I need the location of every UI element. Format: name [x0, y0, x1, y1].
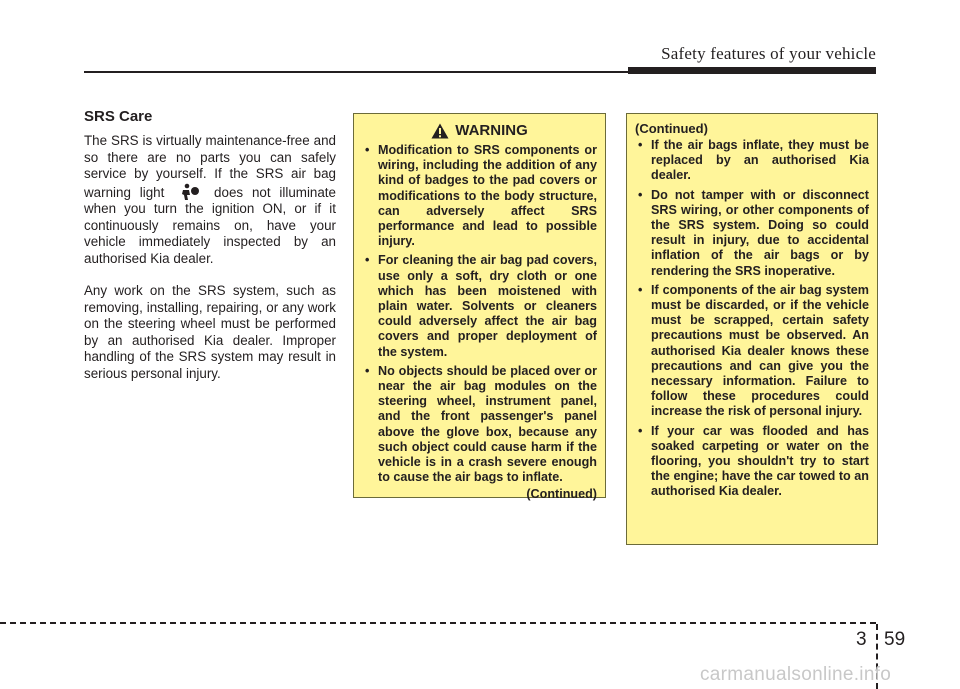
airbag-warning-icon: [175, 183, 203, 201]
list-item: • If your car was flooded and has soaked carpeting or water on the flooring, you shouldn't try to start the engine; have the car towed to an authorised Kia dealer.: [635, 424, 869, 500]
list-item: • If components of the air bag system must be discarded, or if the vehicle must be scrapped, certain safety precautions must be observed. An authorised Kia dealer knows these precautions and can give you the necessary information. Failure to follow these procedures could increase the risk of personal injury.: [635, 283, 869, 420]
list-item: • Do not tamper with or disconnect SRS wiring, or other components of the SRS system. Doing so could result in injury, due to accidental inflation of the air bags or by rendering the SRS inoperative.: [635, 188, 869, 279]
warning-header: [362, 122, 597, 139]
list-item: • If the air bags inflate, they must be replaced by an authorised Kia dealer.: [635, 138, 869, 184]
warning-list: [362, 143, 597, 485]
header-rule-thick: [628, 67, 876, 74]
chapter-number: 3: [856, 629, 867, 650]
section-heading: SRS Care: [84, 108, 153, 125]
warning-triangle-icon: [431, 123, 449, 139]
left-column: [84, 108, 336, 398]
watermark: carmanualsonline.info: [700, 664, 892, 685]
paragraph-text-part2: does not illuminate when you turn the ignition ON, or if it continuously remains on, have your vehicle immediately inspected by an authorised Kia dealer.: [84, 184, 336, 266]
footer-divider: [0, 622, 876, 624]
list-item: • For cleaning the air bag pad covers, use only a soft, dry cloth or one which has been moistened with plain water. Solvents or cleaners could adversely affect the air bag covers and proper deployment of the system.: [362, 253, 597, 359]
list-item: • No objects should be placed over or near the air bag modules on the steering wheel, instrument panel, and the front passenger's panel above the glove box, because any such object could cause harm if the vehicle is in a crash severe enough to cause the air bags to inflate.: [362, 364, 597, 486]
paragraph-text-part1: The SRS is virtually maintenance-free and so there are no parts you can safely service by yourself. If the SRS air bag warning light: [84, 133, 336, 200]
warning-title: WARNING: [455, 122, 528, 139]
continued-title: (Continued): [635, 121, 708, 136]
page-header-title: Safety features of your vehicle: [661, 44, 876, 63]
paragraph-srs-maintenance: [84, 133, 336, 267]
list-item: • Modification to SRS components or wiring, including the addition of any kind of badges to the pad covers or modifications to the body structure, can adversely affect SRS performance and lead to possible injury.: [362, 143, 597, 249]
page-number: 59: [884, 629, 906, 650]
continued-label: (Continued): [526, 487, 597, 502]
warning-box: [353, 113, 606, 502]
continued-list: [635, 138, 869, 500]
header-rule-thin: [84, 71, 644, 73]
paragraph-srs-service: Any work on the SRS system, such as removing, installing, repairing, or any work on the steering wheel must be performed by an authorised Kia dealer. Improper handling of the SRS system may result in serious personal injury.: [84, 283, 336, 381]
continued-warning-box: [626, 113, 878, 545]
